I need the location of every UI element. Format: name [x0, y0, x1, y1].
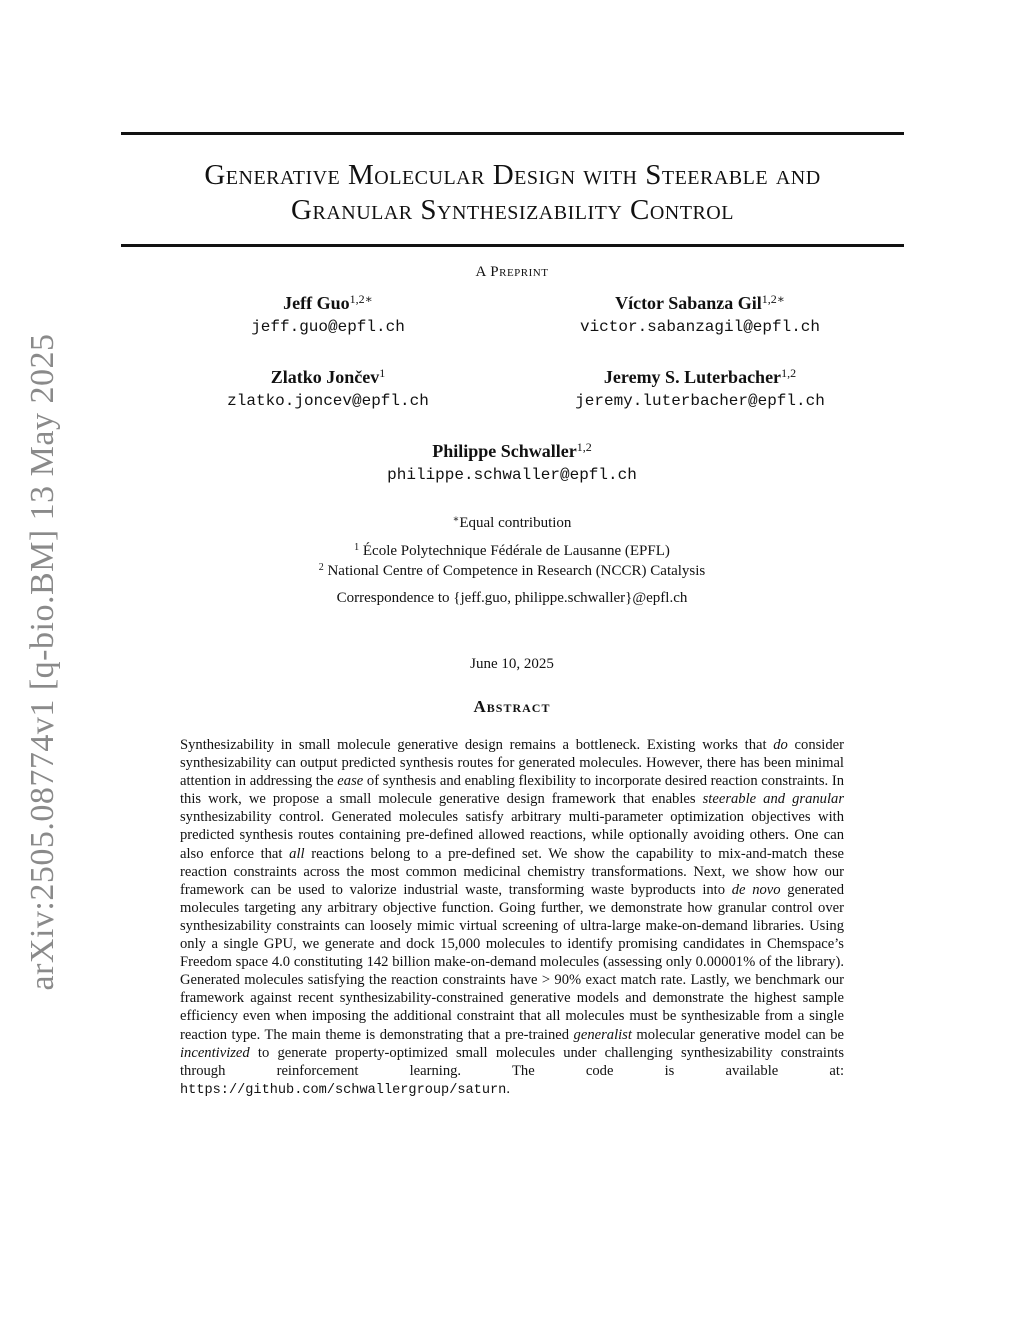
author-block-2	[520, 292, 880, 338]
title-rule-bottom	[121, 244, 904, 247]
abstract-body: Synthesizability in small molecule generative design remains a bottleneck. Existing works that do consider synthesizability can output predicted synthesis routes for generated molecules. However, there has been minimal attention in addressing the ease of synthesis and enabling flexibility to incorporate desired reaction constraints. In this work, we propose a small molecule generative design framework that enables steerable and granular synthesizability control. Generated molecules satisfy arbitrary multi-parameter optimization objectives with predicted synthesis routes containing pre-defined allowed reactions, while optionally avoiding others. One can also enforce that all reactions belong to a pre-defined set. We show the capability to mix-and-match these reaction constraints across the most common medicinal chemistry transformations. Next, we show how our framework can be used to valorize industrial waste, transforming waste byproducts into de novo generated molecules targeting any arbitrary objective function. Going further, we demonstrate how granular control over synthesizability constraints can loosely mimic virtual screening of ultra-large make-on-demand libraries. Using only a single GPU, we generate and dock 15,000 molecules to identify promising candidates in Chemspace’s Freedom space 4.0 constituting 142 billion make-on-demand molecules (assessing only 0.00001% of the library). Generated molecules satisfying the reaction constraints have > 90% exact match rate. Lastly, we benchmark our framework against recent synthesizability-constrained generative models and demonstrate the highest sample efficiency even when imposing the additional constraint that all molecules must be synthesizable from a single reaction type. The main theme is demonstrating that a pre-trained generalist molecular generative model can be incentivized to generate property-optimized small molecules under challenging synthesizability constraints through reinforcement learning. The code is available at: https://github.com/schwallergroup/saturn.	[180, 737, 844, 1098]
title-line-2: Granular Synthesizability Control	[291, 194, 734, 226]
author-affiliation-mark: 1,2∗	[349, 292, 373, 306]
author-block-3	[148, 366, 508, 412]
code-repository-link[interactable]: https://github.com/schwallergroup/saturn	[180, 1082, 507, 1098]
author-affiliation-mark: 1	[379, 366, 386, 380]
author-affiliation-mark: 1,2	[781, 366, 797, 380]
author-email[interactable]: victor.sabanzagil@epfl.ch	[579, 318, 821, 336]
author-name: Zlatko Jončev$^1$	[270, 366, 386, 387]
author-email[interactable]: philippe.schwaller@epfl.ch	[387, 466, 637, 484]
author-name: Jeff Guo$^{1,2∗}$	[283, 292, 373, 313]
affiliation-1: $^1$ École Polytechnique Fédérale de Lausanne (EPFL)	[354, 542, 670, 559]
author-affiliation-mark: 1,2	[576, 440, 592, 454]
paper-title	[121, 158, 904, 228]
author-block-5	[332, 440, 692, 486]
author-email[interactable]: jeff.guo@epfl.ch	[251, 318, 405, 336]
author-block-4	[520, 366, 880, 412]
author-affiliation-mark: 1,2∗	[761, 292, 785, 306]
affiliation-2: $^2$ National Centre of Competence in Research (NCCR) Catalysis	[318, 562, 706, 579]
correspondence-line: Correspondence to {jeff.guo, philippe.schwaller}@epfl.ch	[336, 590, 688, 606]
preprint-label: A Preprint	[475, 264, 549, 280]
author-email[interactable]: jeremy.luterbacher@epfl.ch	[575, 392, 825, 410]
author-email[interactable]: zlatko.joncev@epfl.ch	[227, 392, 429, 410]
equal-contribution-note: ∗Equal contribution	[452, 514, 572, 531]
author-name: Víctor Sabanza Gil$^{1,2∗}$	[615, 292, 785, 313]
author-block-1	[148, 292, 508, 338]
title-rule-top	[121, 132, 904, 135]
abstract-heading: Abstract	[473, 697, 551, 716]
paper-date: June 10, 2025	[470, 656, 554, 672]
title-line-1: Generative Molecular Design with Steerable and	[204, 159, 821, 191]
author-name: Jeremy S. Luterbacher$^{1,2}$	[603, 366, 797, 387]
author-name: Philippe Schwaller$^{1,2}$	[432, 440, 592, 461]
arxiv-identifier-stamp: arXiv:2505.08774v1 [q-bio.BM] 13 May 2025	[24, 333, 61, 991]
